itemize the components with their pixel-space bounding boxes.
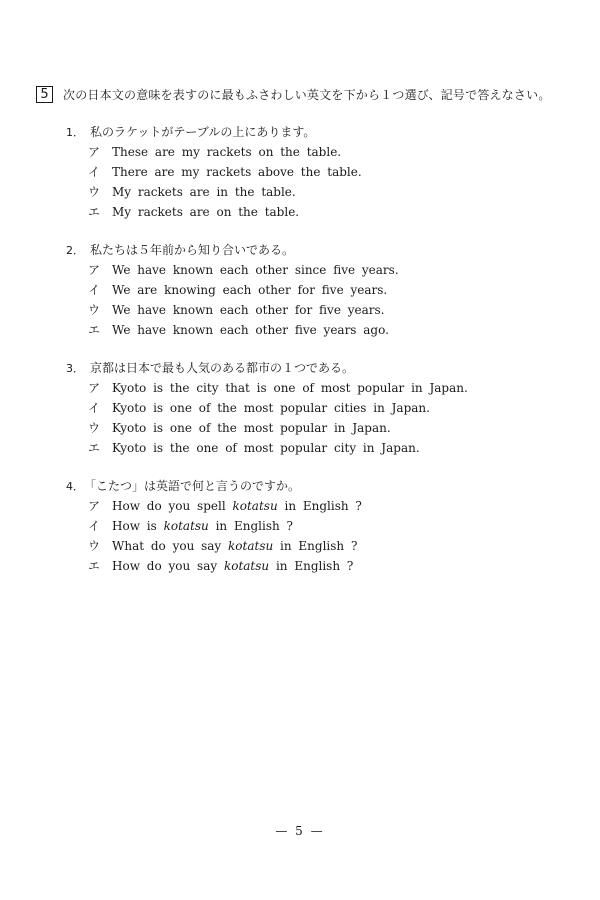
choice-text: We have known each other for five years. — [112, 303, 385, 317]
choice-a — [88, 496, 566, 516]
italic-word: kotatsu — [228, 539, 274, 553]
choice-b — [88, 162, 566, 182]
question-number: 2． — [66, 244, 84, 257]
choice-mark: イ — [88, 283, 101, 297]
choice-text: We have known each other since five years. — [112, 263, 399, 277]
question-1 — [66, 122, 566, 222]
choice-c — [88, 418, 566, 438]
instruction-text: 次の日本文の意味を表すのに最もふさわしい英文を下から１つ選び、記号で答えなさい。 — [63, 88, 551, 102]
choice-text: What do you say kotatsu in English ? — [112, 539, 358, 553]
choice-b — [88, 398, 566, 418]
question-3 — [66, 358, 566, 458]
question-prompt: 京都は日本で最も人気のある都市の１つである。 — [90, 361, 355, 375]
question-list — [66, 122, 566, 594]
question-prompt-line — [66, 122, 566, 142]
question-header — [36, 86, 551, 103]
question-prompt-line — [66, 358, 566, 378]
question-prompt: 私のラケットがテーブルの上にあります。 — [90, 125, 316, 139]
choice-text: How do you say kotatsu in English ? — [112, 559, 354, 573]
question-number: 3． — [66, 362, 84, 375]
choice-mark: エ — [88, 441, 101, 455]
choice-d — [88, 556, 566, 576]
choice-text: These are my rackets on the table. — [112, 145, 342, 159]
choice-d — [88, 438, 566, 458]
choice-text: Kyoto is one of the most popular in Japan. — [112, 421, 391, 435]
question-number: 4． — [66, 480, 84, 493]
italic-word: kotatsu — [223, 559, 270, 573]
question-prompt-line — [66, 240, 566, 260]
choice-d — [88, 202, 566, 222]
choice-text: My rackets are in the table. — [112, 185, 296, 199]
choice-text: Kyoto is the one of most popular city in Japan. — [112, 441, 420, 455]
choice-mark: エ — [88, 559, 101, 573]
question-2 — [66, 240, 566, 340]
page-number: — 5 — — [275, 824, 325, 838]
choice-b — [88, 516, 566, 536]
choice-mark: イ — [88, 401, 101, 415]
choice-mark: ウ — [88, 421, 101, 435]
italic-word: kotatsu — [163, 519, 209, 533]
choice-mark: イ — [88, 165, 101, 179]
choice-a — [88, 260, 566, 280]
choice-c — [88, 300, 566, 320]
choice-mark: ウ — [88, 185, 101, 199]
question-prompt-line — [66, 476, 566, 496]
choice-text: My rackets are on the table. — [112, 205, 300, 219]
choice-text: We have known each other five years ago. — [112, 323, 389, 337]
choice-a — [88, 378, 566, 398]
choice-mark: ウ — [88, 303, 101, 317]
italic-word: kotatsu — [232, 499, 278, 513]
question-4 — [66, 476, 566, 576]
choice-mark: ア — [88, 263, 101, 277]
choice-mark: ア — [88, 145, 101, 159]
choice-text: Kyoto is the city that is one of most popular in Japan. — [112, 381, 468, 395]
choice-b — [88, 280, 566, 300]
choice-text: There are my rackets above the table. — [112, 165, 362, 179]
choice-mark: エ — [88, 323, 101, 337]
choice-a — [88, 142, 566, 162]
choice-mark: ア — [88, 499, 101, 513]
choice-text: How is kotatsu in English ? — [112, 519, 293, 533]
question-number: 1． — [66, 126, 84, 139]
question-number-box: 5 — [36, 86, 53, 103]
choice-c — [88, 536, 566, 556]
choice-text: How do you spell kotatsu in English ? — [112, 499, 362, 513]
question-prompt: 私たちは５年前から知り合いである。 — [90, 243, 295, 257]
choice-text: Kyoto is one of the most popular cities in Japan. — [112, 401, 430, 415]
choice-mark: エ — [88, 205, 101, 219]
choice-mark: ウ — [88, 539, 101, 553]
choice-c — [88, 182, 566, 202]
choice-d — [88, 320, 566, 340]
choice-text: We are knowing each other for five years. — [112, 283, 388, 297]
choice-mark: ア — [88, 381, 101, 395]
question-prompt: 「こたつ」は英語で何と言うのですか。 — [90, 479, 301, 493]
choice-mark: イ — [88, 519, 101, 533]
